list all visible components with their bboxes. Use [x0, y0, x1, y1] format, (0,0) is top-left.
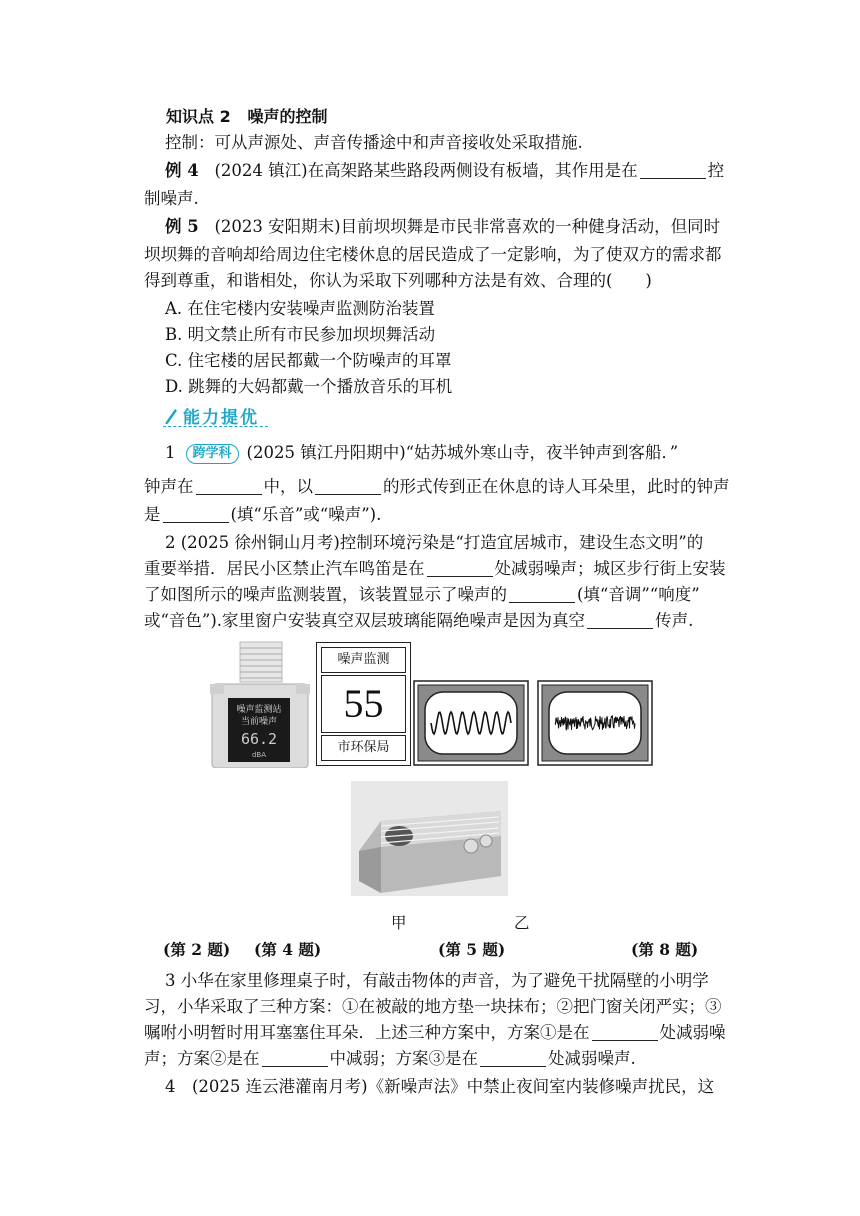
device-line-1: 噪声监测站 — [236, 705, 282, 715]
caption-q4: (第 4 题) — [254, 940, 322, 959]
noise-board — [316, 642, 411, 766]
q2-text-f: 传声. — [655, 611, 694, 630]
interdisciplinary-tag: 跨学科 — [186, 444, 239, 464]
question-3-line3 — [144, 1020, 726, 1046]
board-value: 55 — [321, 675, 406, 733]
q2-text-d: (填“音调”“响度” — [577, 585, 700, 604]
q3-text-a: 嘱咐小明暂时用耳塞塞住耳朵．上述三种方案中，方案①是在 — [144, 1023, 590, 1042]
question-1-line3 — [144, 502, 381, 528]
answer-blank[interactable] — [640, 160, 706, 179]
q2-text-e: 或“音色”).家里窗户安装真空双层玻璃能隔绝噪声是因为真空 — [144, 611, 586, 630]
q3-text-d: 中减弱；方案③是在 — [329, 1049, 478, 1068]
option-a[interactable]: A. 在住宅楼内安装噪声监测防治装置 — [165, 299, 435, 318]
ability-title: 能力提优 — [183, 407, 259, 428]
question-1-number: 1 — [165, 443, 176, 462]
question-3-line1: 3 小华在家里修理桌子时，有敲击物体的声音，为了避免干扰隔壁的小明学 — [165, 971, 709, 990]
q3-text-b: 处减弱噪 — [659, 1023, 726, 1042]
example-4-line1 — [165, 158, 724, 184]
answer-blank[interactable] — [509, 584, 575, 603]
option-d[interactable]: D. 跳舞的大妈都戴一个播放音乐的耳机 — [165, 377, 453, 396]
answer-blank[interactable] — [315, 476, 381, 495]
oscilloscope-jia — [413, 680, 529, 766]
example-5-line1 — [165, 214, 720, 240]
example-4-line2: 制噪声. — [144, 189, 199, 208]
question-2-line1: 2 (2025 徐州铜山月考)控制环境污染是“打造宜居城市，建设生态文明”的 — [165, 533, 704, 552]
question-4-line1: 4 (2025 连云港灌南月考)《新噪声法》中禁止夜间室内装修噪声扰民，这 — [165, 1077, 715, 1096]
question-3-line4 — [144, 1046, 636, 1072]
pencil-icon — [163, 406, 179, 424]
example-5-line3: 得到尊重，和谐相处，你认为采取下列哪种方法是有效、合理的( ) — [144, 271, 652, 290]
caption-q5: (第 5 题) — [438, 940, 506, 959]
q2-text-a: 重要举措．居民小区禁止汽车鸣笛是在 — [144, 559, 425, 578]
q2-text-b: 处减弱噪声；城区步行街上安装 — [494, 559, 726, 578]
caption-q8: (第 8 题) — [631, 940, 699, 959]
question-1-text: (2025 镇江丹阳期中)“姑苏城外寒山寺，夜半钟声到客船．” — [246, 443, 679, 462]
device-line-2: 当前噪声 — [240, 717, 278, 727]
option-c[interactable]: C. 住宅楼的居民都戴一个防噪声的耳罩 — [165, 351, 452, 370]
board-footer: 市环保局 — [321, 735, 406, 761]
answer-blank[interactable] — [480, 1048, 546, 1067]
answer-blank[interactable] — [163, 504, 229, 523]
example-5-label: 例 5 — [165, 217, 199, 236]
question-2-line2 — [144, 556, 726, 582]
answer-blank[interactable] — [427, 558, 493, 577]
device-reading: 66.2 — [240, 730, 278, 748]
answer-blank[interactable] — [196, 476, 262, 495]
question-1-line2 — [144, 474, 730, 500]
oscilloscope-yi — [537, 680, 653, 766]
label-yi: 乙 — [514, 914, 530, 932]
control-text: 控制：可从声源处、声音传播途中和声音接收处采取措施. — [165, 133, 583, 152]
example-4-label: 例 4 — [165, 161, 199, 180]
q1-text-b: 中，以 — [263, 477, 313, 496]
answer-blank[interactable] — [587, 610, 653, 629]
board-title: 噪声监测 — [321, 647, 406, 673]
answer-blank[interactable] — [262, 1048, 328, 1067]
q1-text-c: 的形式传到正在休息的诗人耳朵里，此时的钟声 — [383, 477, 730, 496]
question-2-line4 — [144, 608, 693, 634]
q1-text-e: (填“乐音”或“噪声”). — [230, 505, 382, 524]
caption-q2: (第 2 题) — [163, 940, 231, 959]
section-title: 噪声的控制 — [247, 107, 328, 126]
option-b[interactable]: B. 明文禁止所有市民参加坝坝舞活动 — [165, 325, 436, 344]
example-4-text: (2024 镇江)在高架路某些路段两侧设有板墙，其作用是在 — [214, 161, 638, 180]
example-5-text: (2023 安阳期末)目前坝坝舞是市民非常喜欢的一种健身活动，但同时 — [214, 217, 721, 236]
ability-header — [163, 402, 259, 428]
rubber-band-box-photo — [351, 781, 508, 896]
example-4-text-end: 控 — [707, 161, 725, 180]
label-jia: 甲 — [391, 914, 407, 932]
device-unit: dBA — [251, 751, 267, 759]
q2-text-c: 了如图所示的噪声监测装置，该装置显示了噪声的 — [144, 585, 507, 604]
example-5-line2: 坝坝舞的音响却给周边住宅楼休息的居民造成了一定影响，为了使双方的需求都 — [144, 245, 722, 264]
ability-underline — [163, 426, 268, 427]
answer-blank[interactable] — [592, 1022, 658, 1041]
q3-text-c: 声；方案②是在 — [144, 1049, 260, 1068]
question-3-line2: 习，小华采取了三种方案：①在被敲的地方垫一块抹布；②把门窗关闭严实；③ — [144, 997, 722, 1016]
question-1-line1 — [165, 440, 678, 466]
noise-monitor-device-photo — [210, 640, 310, 768]
q3-text-e: 处减弱噪声. — [548, 1049, 636, 1068]
section-heading — [166, 104, 356, 130]
question-2-line3 — [144, 582, 700, 608]
q1-text-a: 钟声在 — [144, 477, 194, 496]
section-number: 知识点 2 — [166, 107, 231, 126]
q1-text-d: 是 — [144, 505, 161, 524]
